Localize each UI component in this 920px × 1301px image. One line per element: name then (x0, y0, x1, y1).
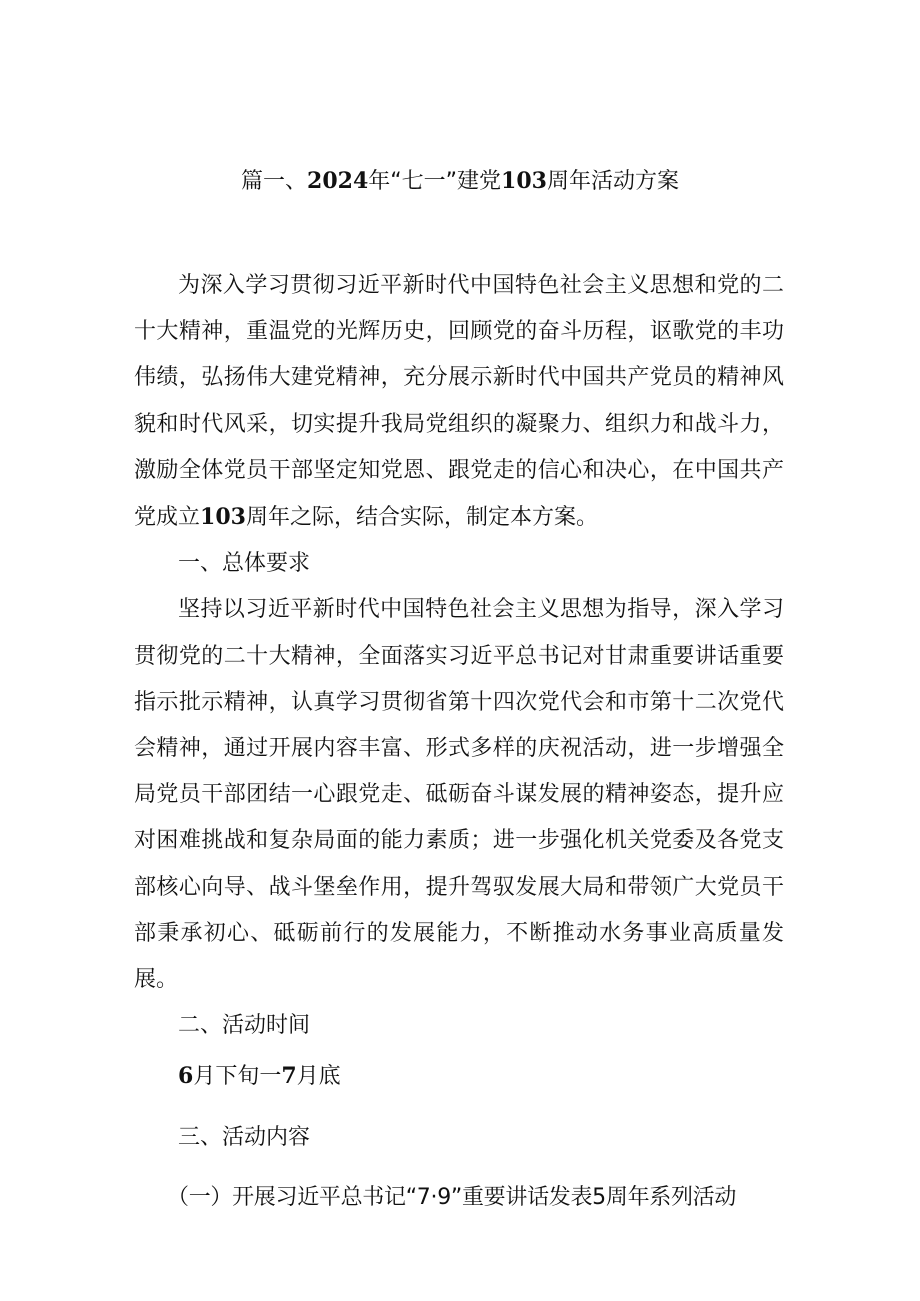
intro-paragraph (134, 263, 784, 541)
intro-text-part2: 周年之际，结合实际，制定本方案。 (245, 505, 598, 531)
time-month-end: 7 (281, 1063, 297, 1090)
general-requirements-paragraph: 坚持以习近平新时代中国特色社会主义思想为指导，深入学习贯彻党的二十大精神，全面落实习近平总书记对甘肃重要讲话重要指示批示精神，认真学习贯彻省第十四次党代会和市第十二次党代会精神，通过开展内容丰富、形式多样的庆祝活动，进一步增强全局党员干部团结一心跟党走、砥砺奋斗谋发展的精神姿态，提升应对困难挑战和复杂局面的能力素质；进一步强化机关党委及各党支部核心向导、战斗堡垒作用，提升驾驭发展大局和带领广大党员干部秉承初心、砥砺前行的发展能力，不断推动水务事业高质量发展。 (134, 597, 784, 993)
title-year: 2024 (307, 168, 369, 194)
section-heading-activity-content: 三、活动内容 (178, 1124, 311, 1150)
activity-time-value (134, 1053, 784, 1100)
intro-text-part1: 为深入学习贯彻习近平新时代中国特色社会主义思想和党的二十大精神，重温党的光辉历史，回顾党的奋斗历程，讴歌党的丰功伟绩，弘扬伟大建党精神，充分展示新时代中国共产党员的精神风貌和时代风采，切实提升我局党组织的凝聚力、组织力和战斗力，激励全体党员干部坚定知党恩、跟党走的信心和决心，在中国共产党成立 (134, 273, 784, 531)
title-suffix: 周年活动方案 (546, 169, 679, 194)
spacer (134, 1161, 784, 1175)
intro-anniversary-number: 103 (200, 504, 246, 531)
title-prefix: 篇一、 (241, 169, 308, 194)
time-month-start: 6 (178, 1063, 194, 1090)
spacer (134, 1101, 784, 1115)
time-text-end: 月底 (296, 1064, 341, 1090)
document-title (0, 165, 920, 198)
section-heading-general-requirements: 一、总体要求 (178, 551, 311, 577)
document-body (134, 263, 784, 1221)
section-heading-activity-time: 二、活动时间 (178, 1013, 311, 1039)
subsection-heading-1: （一）开展习近平总书记“7·9”重要讲话发表5周年系列活动 (167, 1184, 737, 1210)
title-mid: 年“七一”建党 (368, 169, 502, 194)
title-anniversary-number: 103 (501, 168, 547, 194)
time-text-start: 月下旬一 (193, 1064, 282, 1090)
